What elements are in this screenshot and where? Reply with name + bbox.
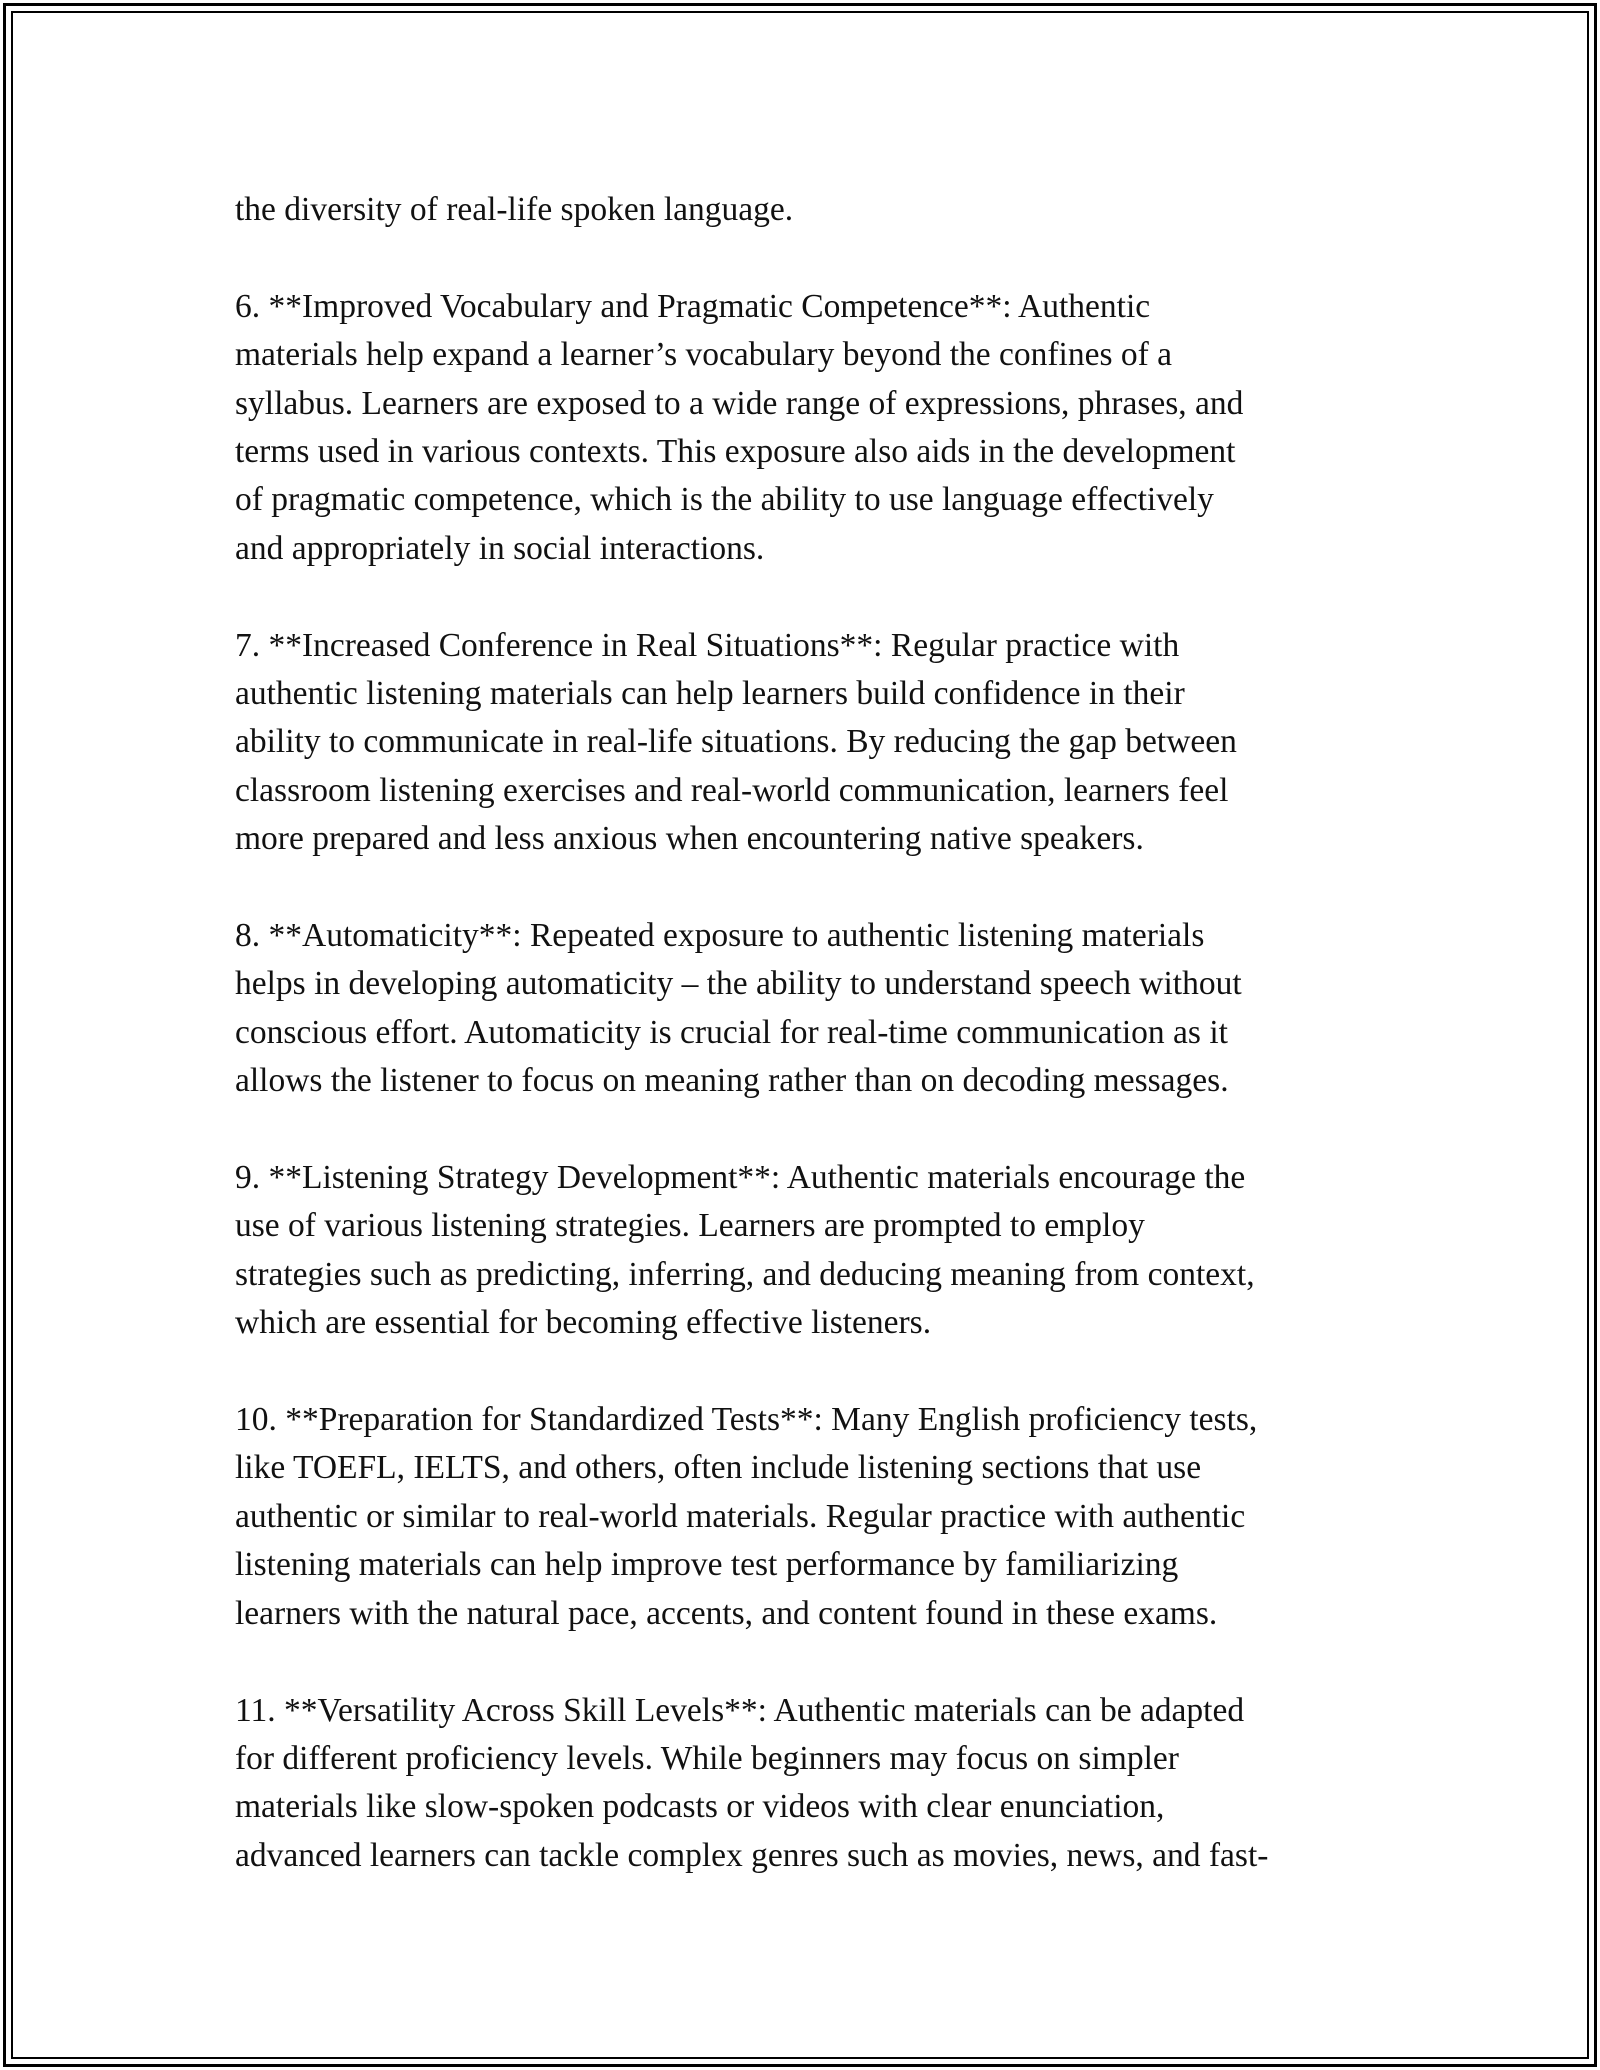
- document-body: [235, 186, 1385, 1880]
- paragraph-continuation: the diversity of real-life spoken language.: [235, 191, 794, 228]
- paragraph-item-8: 8. **Automaticity**: Repeated exposure to authentic listening materials helps in developing automaticity – the ability to understand speech without conscious effort. Automaticity is crucial for real-time communication as it allows the listener to focus on meaning rather than on decoding messages.: [235, 917, 1242, 1100]
- paragraph-item-6: 6. **Improved Vocabulary and Pragmatic Competence**: Authentic materials help expand a learner’s vocabulary beyond the confines of a syllabus. Learners are exposed to a wide range of expressions, phrases, and terms used in various contexts. This exposure also aids in the development of pragmatic competence, which is the ability to use language effectively and appropriately in social interactions.: [235, 287, 1244, 567]
- paragraph-item-10: 10. **Preparation for Standardized Tests**: Many English proficiency tests, like TOEFL, IELTS, and others, often include listening sections that use authentic or similar to real-world materials. Regular practice with authentic listening materials can help improve test performance by familiarizing learners with the natural pace, accents, and content found in these exams.: [235, 1401, 1258, 1632]
- paragraph-item-7: 7. **Increased Conference in Real Situations**: Regular practice with authentic listening materials can help learners build confidence in their ability to communicate in real-life situations. By reducing the gap between classroom listening exercises and real-world communication, learners feel more prepared and less anxious when encountering native speakers.: [235, 626, 1237, 858]
- paragraph-item-11: 11. **Versatility Across Skill Levels**: Authentic materials can be adapted for different proficiency levels. While beginners may focus on simpler materials like slow-spoken podcasts or videos with clear enunciation, advanced learners can tackle complex genres such as movies, news, and fast-: [235, 1691, 1269, 1874]
- paragraph-item-9: 9. **Listening Strategy Development**: Authentic materials encourage the use of various listening strategies. Learners are prompted to employ strategies such as predicting, inferring, and deducing meaning from context, which are essential for becoming effective listeners.: [235, 1159, 1255, 1342]
